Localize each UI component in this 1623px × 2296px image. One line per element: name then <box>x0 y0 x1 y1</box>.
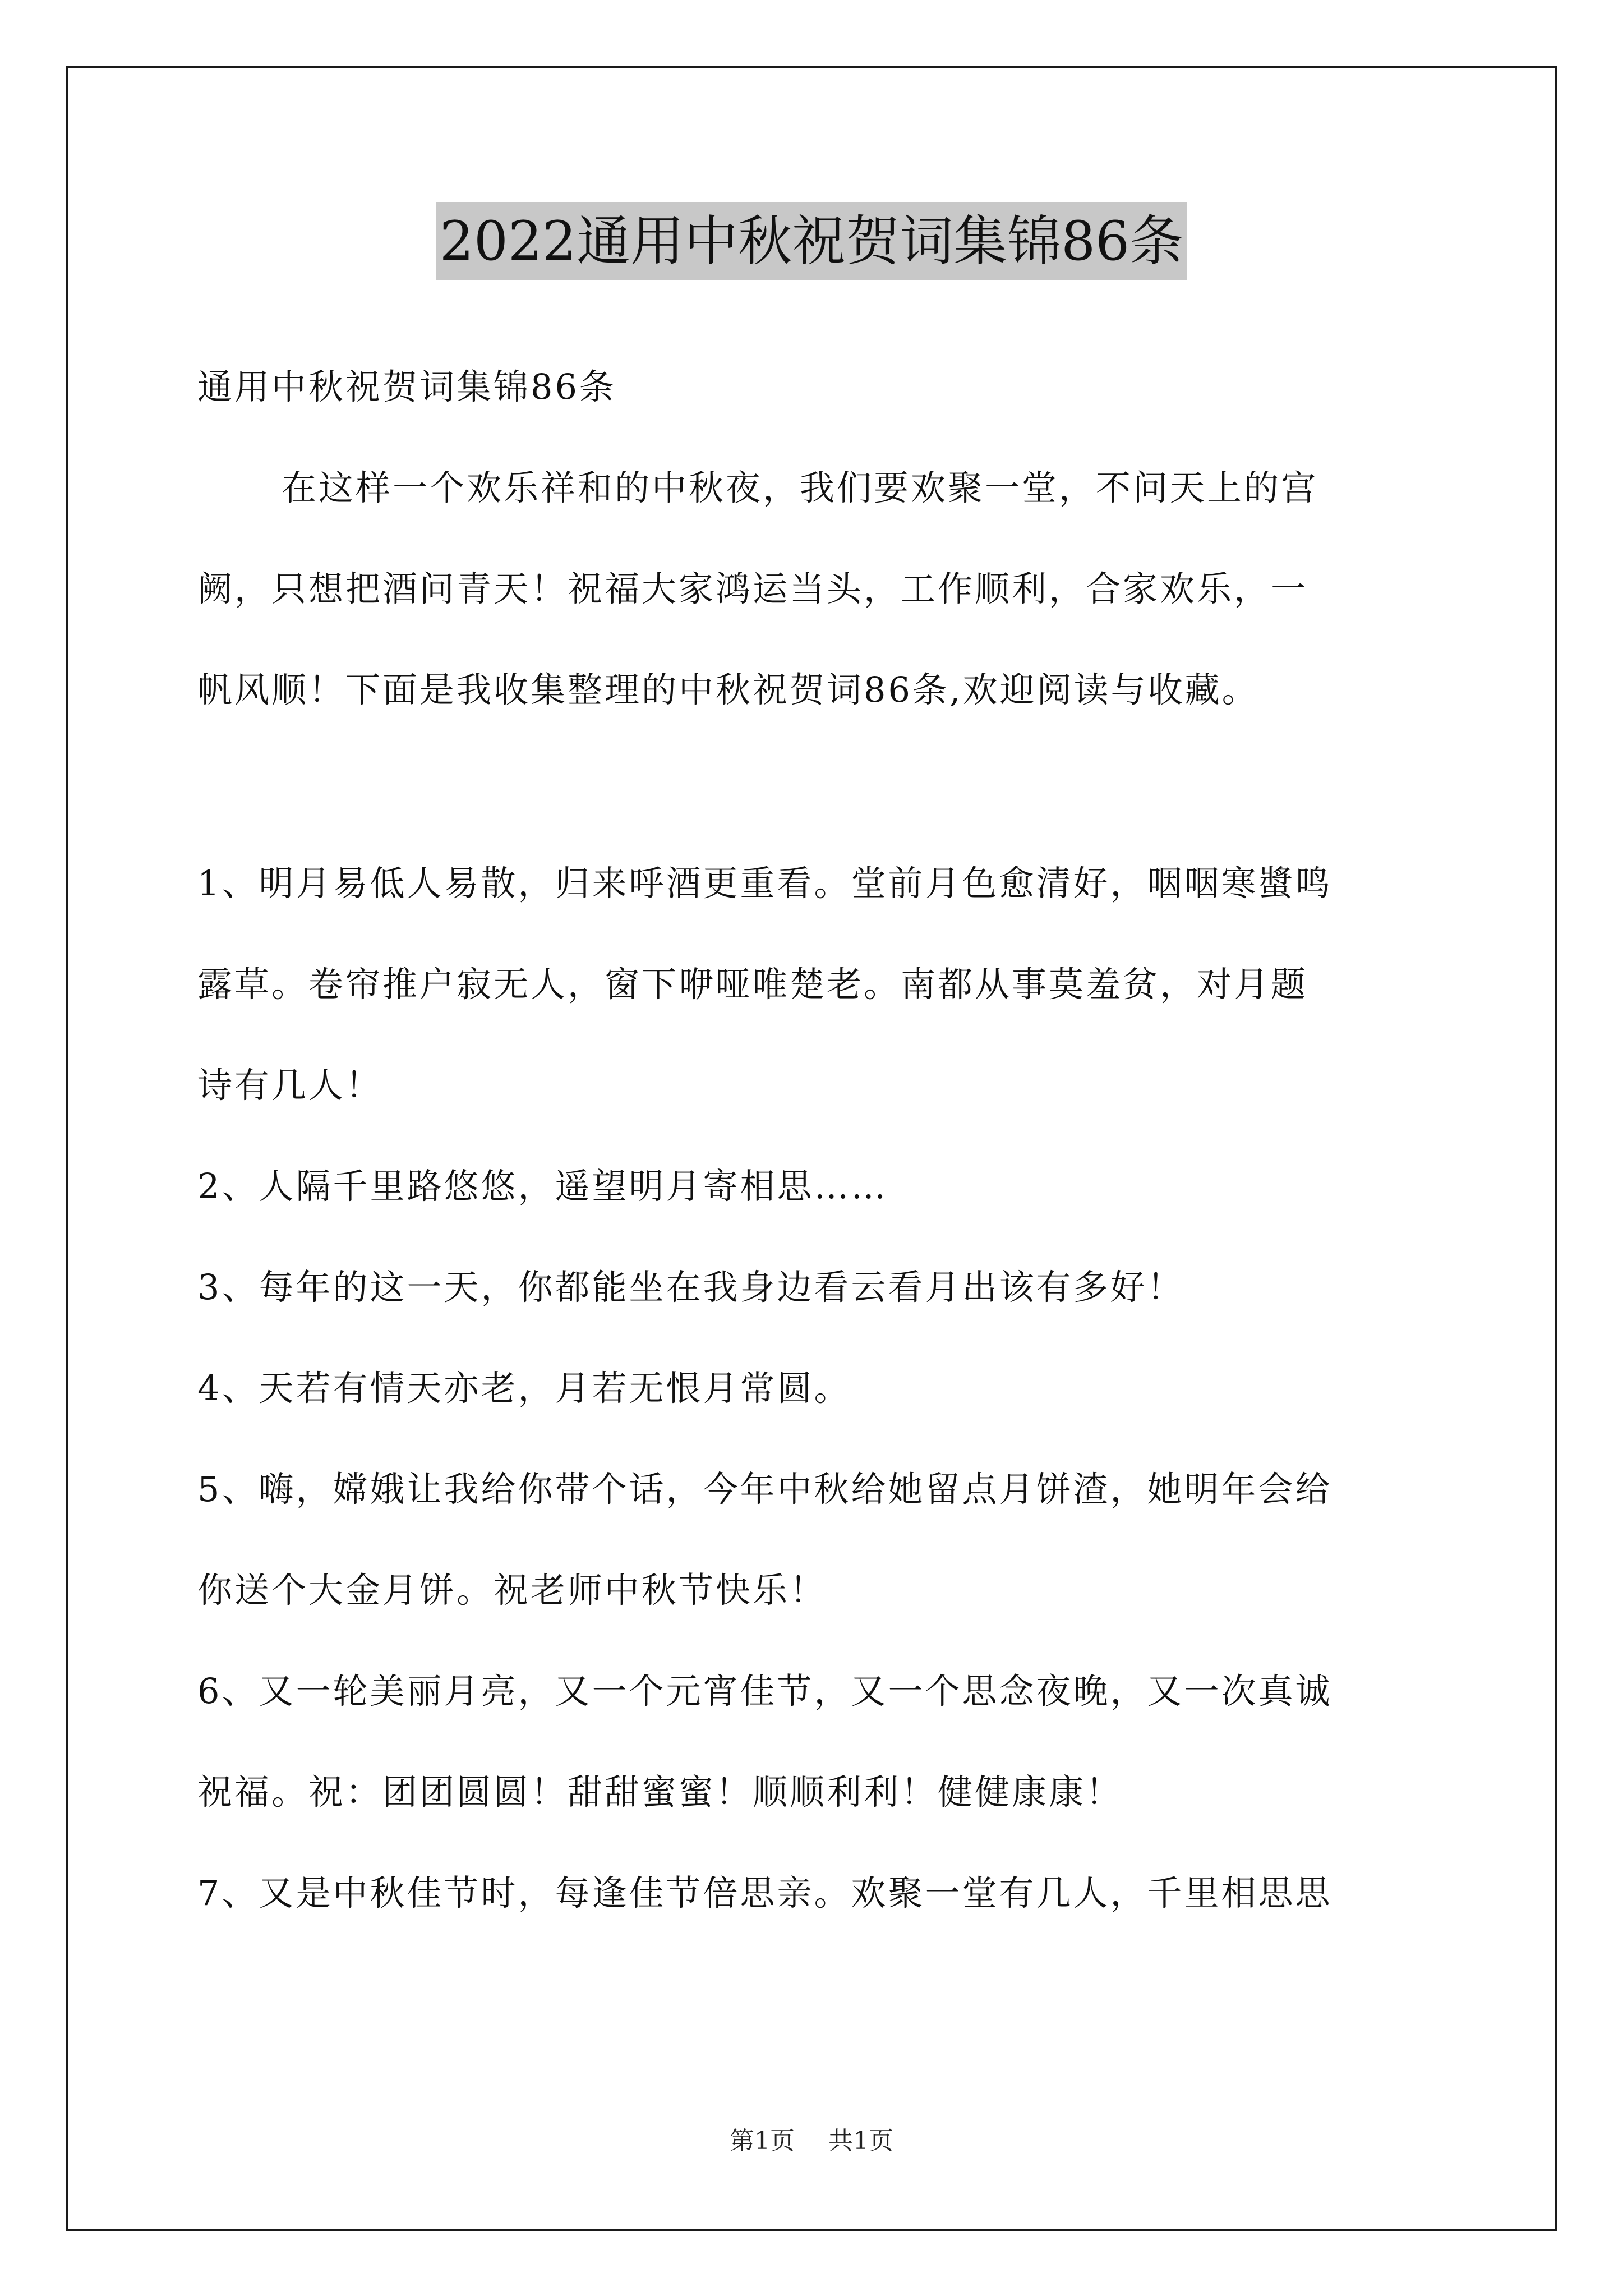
item-line: 4、天若有情天亦老，月若无恨月常圆。 <box>197 1368 851 1409</box>
intro-line: 阙，只想把酒问青天！祝福大家鸿运当头，工作顺利，合家欢乐，一 <box>197 568 1308 609</box>
item-line: 5、嗨，嫦娥让我给你带个话，今年中秋给她留点月饼渣，她明年会给 <box>197 1469 1332 1510</box>
document-subtitle: 通用中秋祝贺词集锦86条 <box>197 366 616 407</box>
item-line: 6、又一轮美丽月亮，又一个元宵佳节，又一个思念夜晚，又一次真诚 <box>197 1671 1332 1711</box>
document-title: 2022通用中秋祝贺词集锦86条 <box>436 202 1187 280</box>
item-line: 诗有几人！ <box>197 1065 383 1106</box>
page-number: 第1页 <box>730 2127 795 2155</box>
title-block <box>0 202 1623 280</box>
item-line: 祝福。祝：团团圆圆！甜甜蜜蜜！顺顺利利！健健康康！ <box>197 1772 1123 1812</box>
paragraph-gap <box>197 740 1431 833</box>
item-line: 露草。卷帘推户寂无人，窗下咿哑唯楚老。南都从事莫羞贫，对月题 <box>197 964 1308 1005</box>
item-line: 2、人隔千里路悠悠，遥望明月寄相思…… <box>197 1166 888 1207</box>
intro-line: 帆风顺！下面是我收集整理的中秋祝贺词86条,欢迎阅读与收藏。 <box>197 669 1259 710</box>
page-total: 共1页 <box>828 2127 893 2155</box>
document-body <box>197 337 1431 1944</box>
item-line: 你送个大金月饼。祝老师中秋节快乐！ <box>197 1570 827 1611</box>
page-footer <box>0 2120 1623 2156</box>
item-line: 1、明月易低人易散，归来呼酒更重看。堂前月色愈清好，咽咽寒螿鸣 <box>197 863 1332 904</box>
item-line: 7、又是中秋佳节时，每逢佳节倍思亲。欢聚一堂有几人，千里相思思 <box>197 1872 1332 1913</box>
intro-line: 在这样一个欢乐祥和的中秋夜，我们要欢聚一堂，不问天上的宫 <box>282 467 1318 508</box>
item-line: 3、每年的这一天，你都能坐在我身边看云看月出该有多好！ <box>197 1267 1184 1308</box>
